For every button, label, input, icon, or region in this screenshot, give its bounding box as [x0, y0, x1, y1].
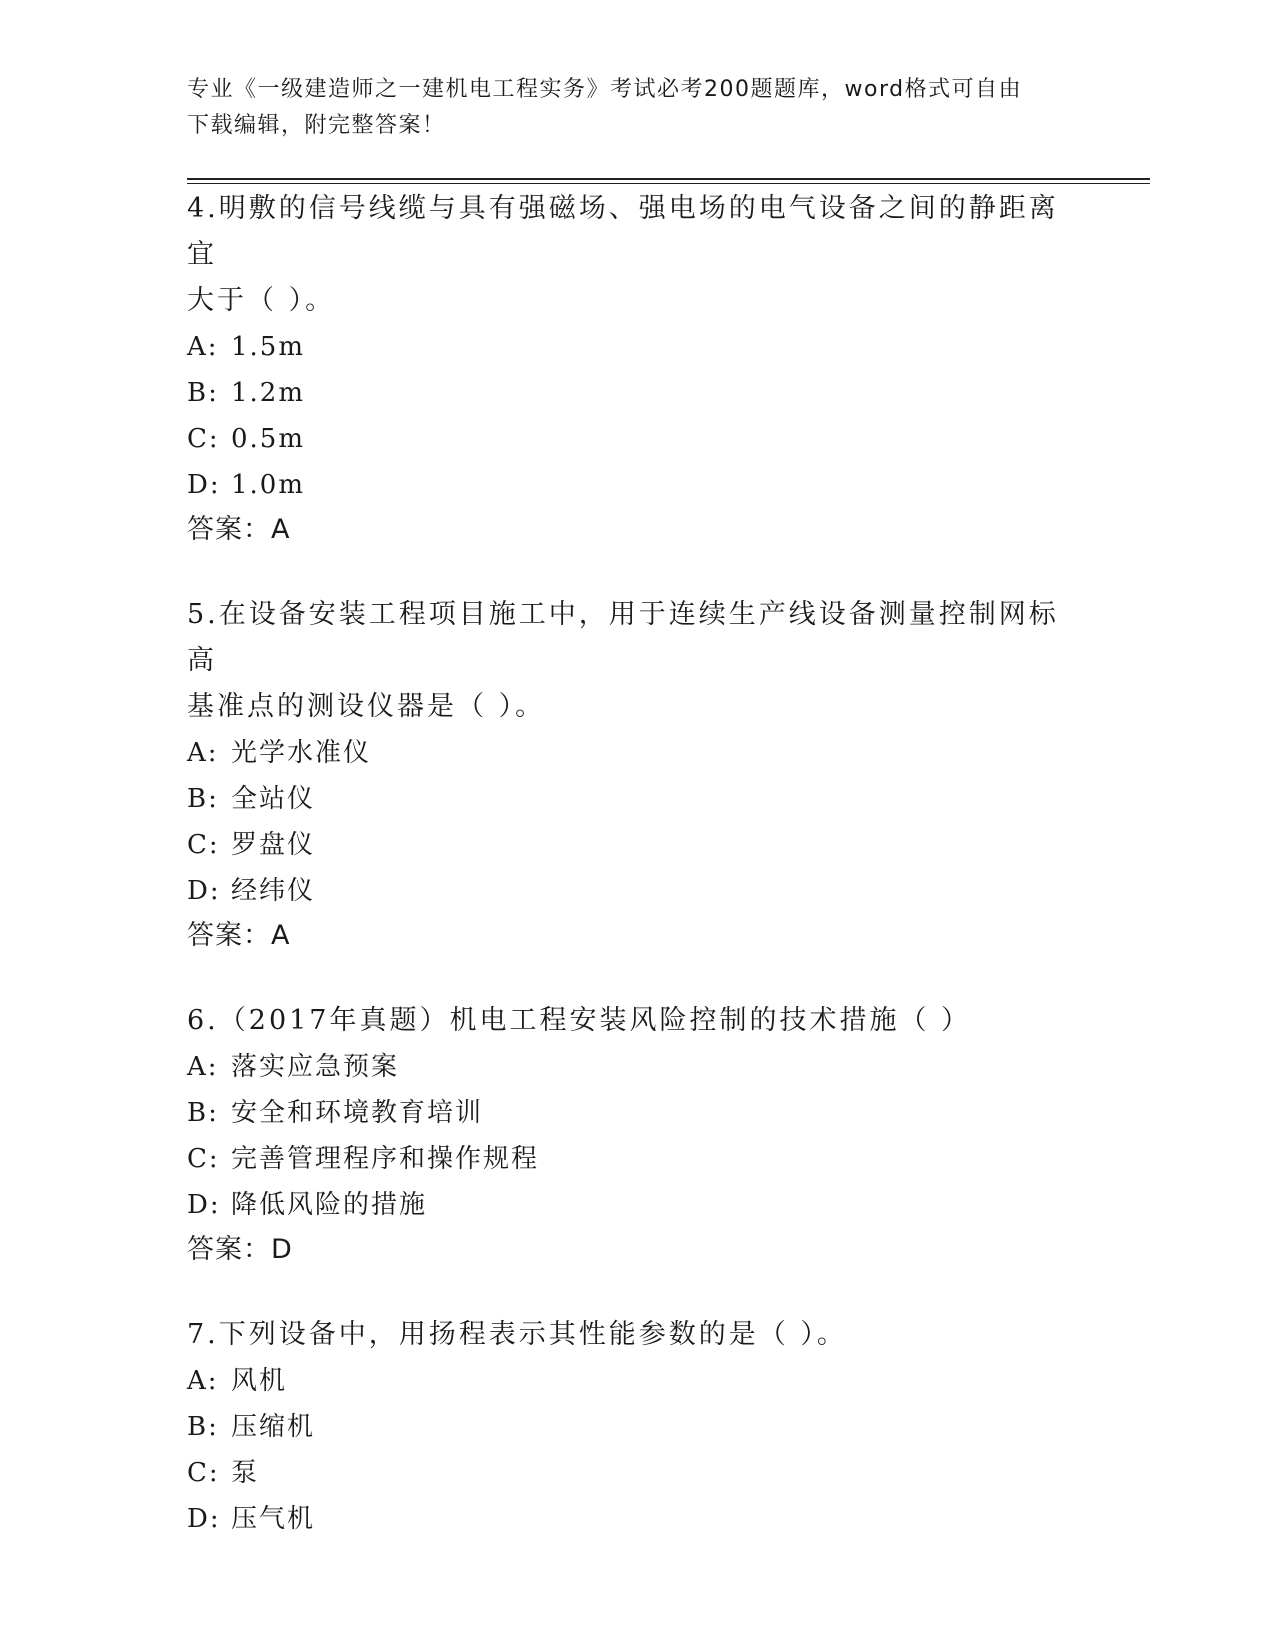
- question-6-option-c: [187, 1136, 1087, 1182]
- question-5-option-b: [187, 776, 1087, 822]
- option-label: C:: [187, 424, 220, 454]
- document-header: [187, 72, 1067, 144]
- option-label: D:: [187, 470, 221, 500]
- option-text: 1.0m: [231, 470, 306, 500]
- option-text: 降低风险的措施: [231, 1190, 428, 1220]
- question-4-text-line-1: 4.明敷的信号线缆与具有强磁场、强电场的电气设备之间的静距离宜: [187, 193, 1059, 270]
- option-text: 光学水准仪: [231, 738, 372, 768]
- question-4-option-d: [187, 462, 1087, 508]
- question-7-option-c: [187, 1450, 1087, 1496]
- option-label: D:: [187, 1190, 221, 1220]
- header-line-2: 下载编辑，附完整答案！: [187, 113, 446, 138]
- question-4-option-b: [187, 370, 1087, 416]
- question-list: [187, 186, 1087, 1542]
- option-text: 风机: [231, 1366, 288, 1396]
- option-label: B:: [187, 1412, 219, 1442]
- question-7-option-b: [187, 1404, 1087, 1450]
- question-5-text-line-2: 基准点的测设仪器是（ ）。: [187, 691, 546, 722]
- question-4: [187, 186, 1087, 552]
- spacer: [187, 1272, 1087, 1312]
- question-7-text-line-1: 7.下列设备中，用扬程表示其性能参数的是（ ）。: [187, 1319, 847, 1350]
- question-5-option-d: [187, 868, 1087, 914]
- spacer: [187, 958, 1087, 998]
- question-5-option-c: [187, 822, 1087, 868]
- option-label: C:: [187, 830, 220, 860]
- option-text: 完善管理程序和操作规程: [231, 1144, 540, 1174]
- spacer: [187, 552, 1087, 592]
- option-label: D:: [187, 876, 221, 906]
- option-label: D:: [187, 1504, 221, 1534]
- question-4-option-a: [187, 324, 1087, 370]
- option-text: 全站仪: [231, 784, 316, 814]
- option-label: C:: [187, 1458, 220, 1488]
- option-text: 落实应急预案: [231, 1052, 400, 1082]
- option-text: 压气机: [231, 1504, 316, 1534]
- option-text: 泵: [231, 1458, 260, 1488]
- question-6-option-d: [187, 1182, 1087, 1228]
- question-7-option-d: [187, 1496, 1087, 1542]
- header-line-1: 专业《一级建造师之一建机电工程实务》考试必考200题题库，word格式可自由: [187, 77, 1023, 102]
- option-text: 罗盘仪: [231, 830, 316, 860]
- option-label: A:: [187, 1052, 219, 1082]
- question-4-option-c: [187, 416, 1087, 462]
- question-4-answer: 答案：A: [187, 514, 291, 545]
- question-5-text-line-1: 5.在设备安装工程项目施工中，用于连续生产线设备测量控制网标高: [187, 599, 1059, 676]
- option-label: B:: [187, 378, 219, 408]
- option-label: A:: [187, 332, 219, 362]
- question-4-text-line-2: 大于（ ）。: [187, 285, 336, 316]
- question-6-option-b: [187, 1090, 1087, 1136]
- question-6-text-line-1: 6.（2017年真题）机电工程安装风险控制的技术措施（ ）: [187, 1005, 972, 1036]
- question-6-answer: 答案：D: [187, 1234, 293, 1265]
- question-7: [187, 1312, 1087, 1542]
- header-divider: [187, 178, 1150, 184]
- question-6-option-a: [187, 1044, 1087, 1090]
- option-label: C:: [187, 1144, 220, 1174]
- option-text: 0.5m: [231, 424, 306, 454]
- option-label: A:: [187, 1366, 219, 1396]
- option-text: 压缩机: [231, 1412, 316, 1442]
- option-label: B:: [187, 784, 219, 814]
- question-5-answer: 答案：A: [187, 920, 291, 951]
- question-5: [187, 592, 1087, 958]
- option-text: 1.5m: [231, 332, 306, 362]
- question-6: [187, 998, 1087, 1272]
- option-label: A:: [187, 738, 219, 768]
- option-label: B:: [187, 1098, 219, 1128]
- option-text: 1.2m: [231, 378, 306, 408]
- question-7-option-a: [187, 1358, 1087, 1404]
- option-text: 经纬仪: [231, 876, 316, 906]
- option-text: 安全和环境教育培训: [231, 1098, 484, 1128]
- question-5-option-a: [187, 730, 1087, 776]
